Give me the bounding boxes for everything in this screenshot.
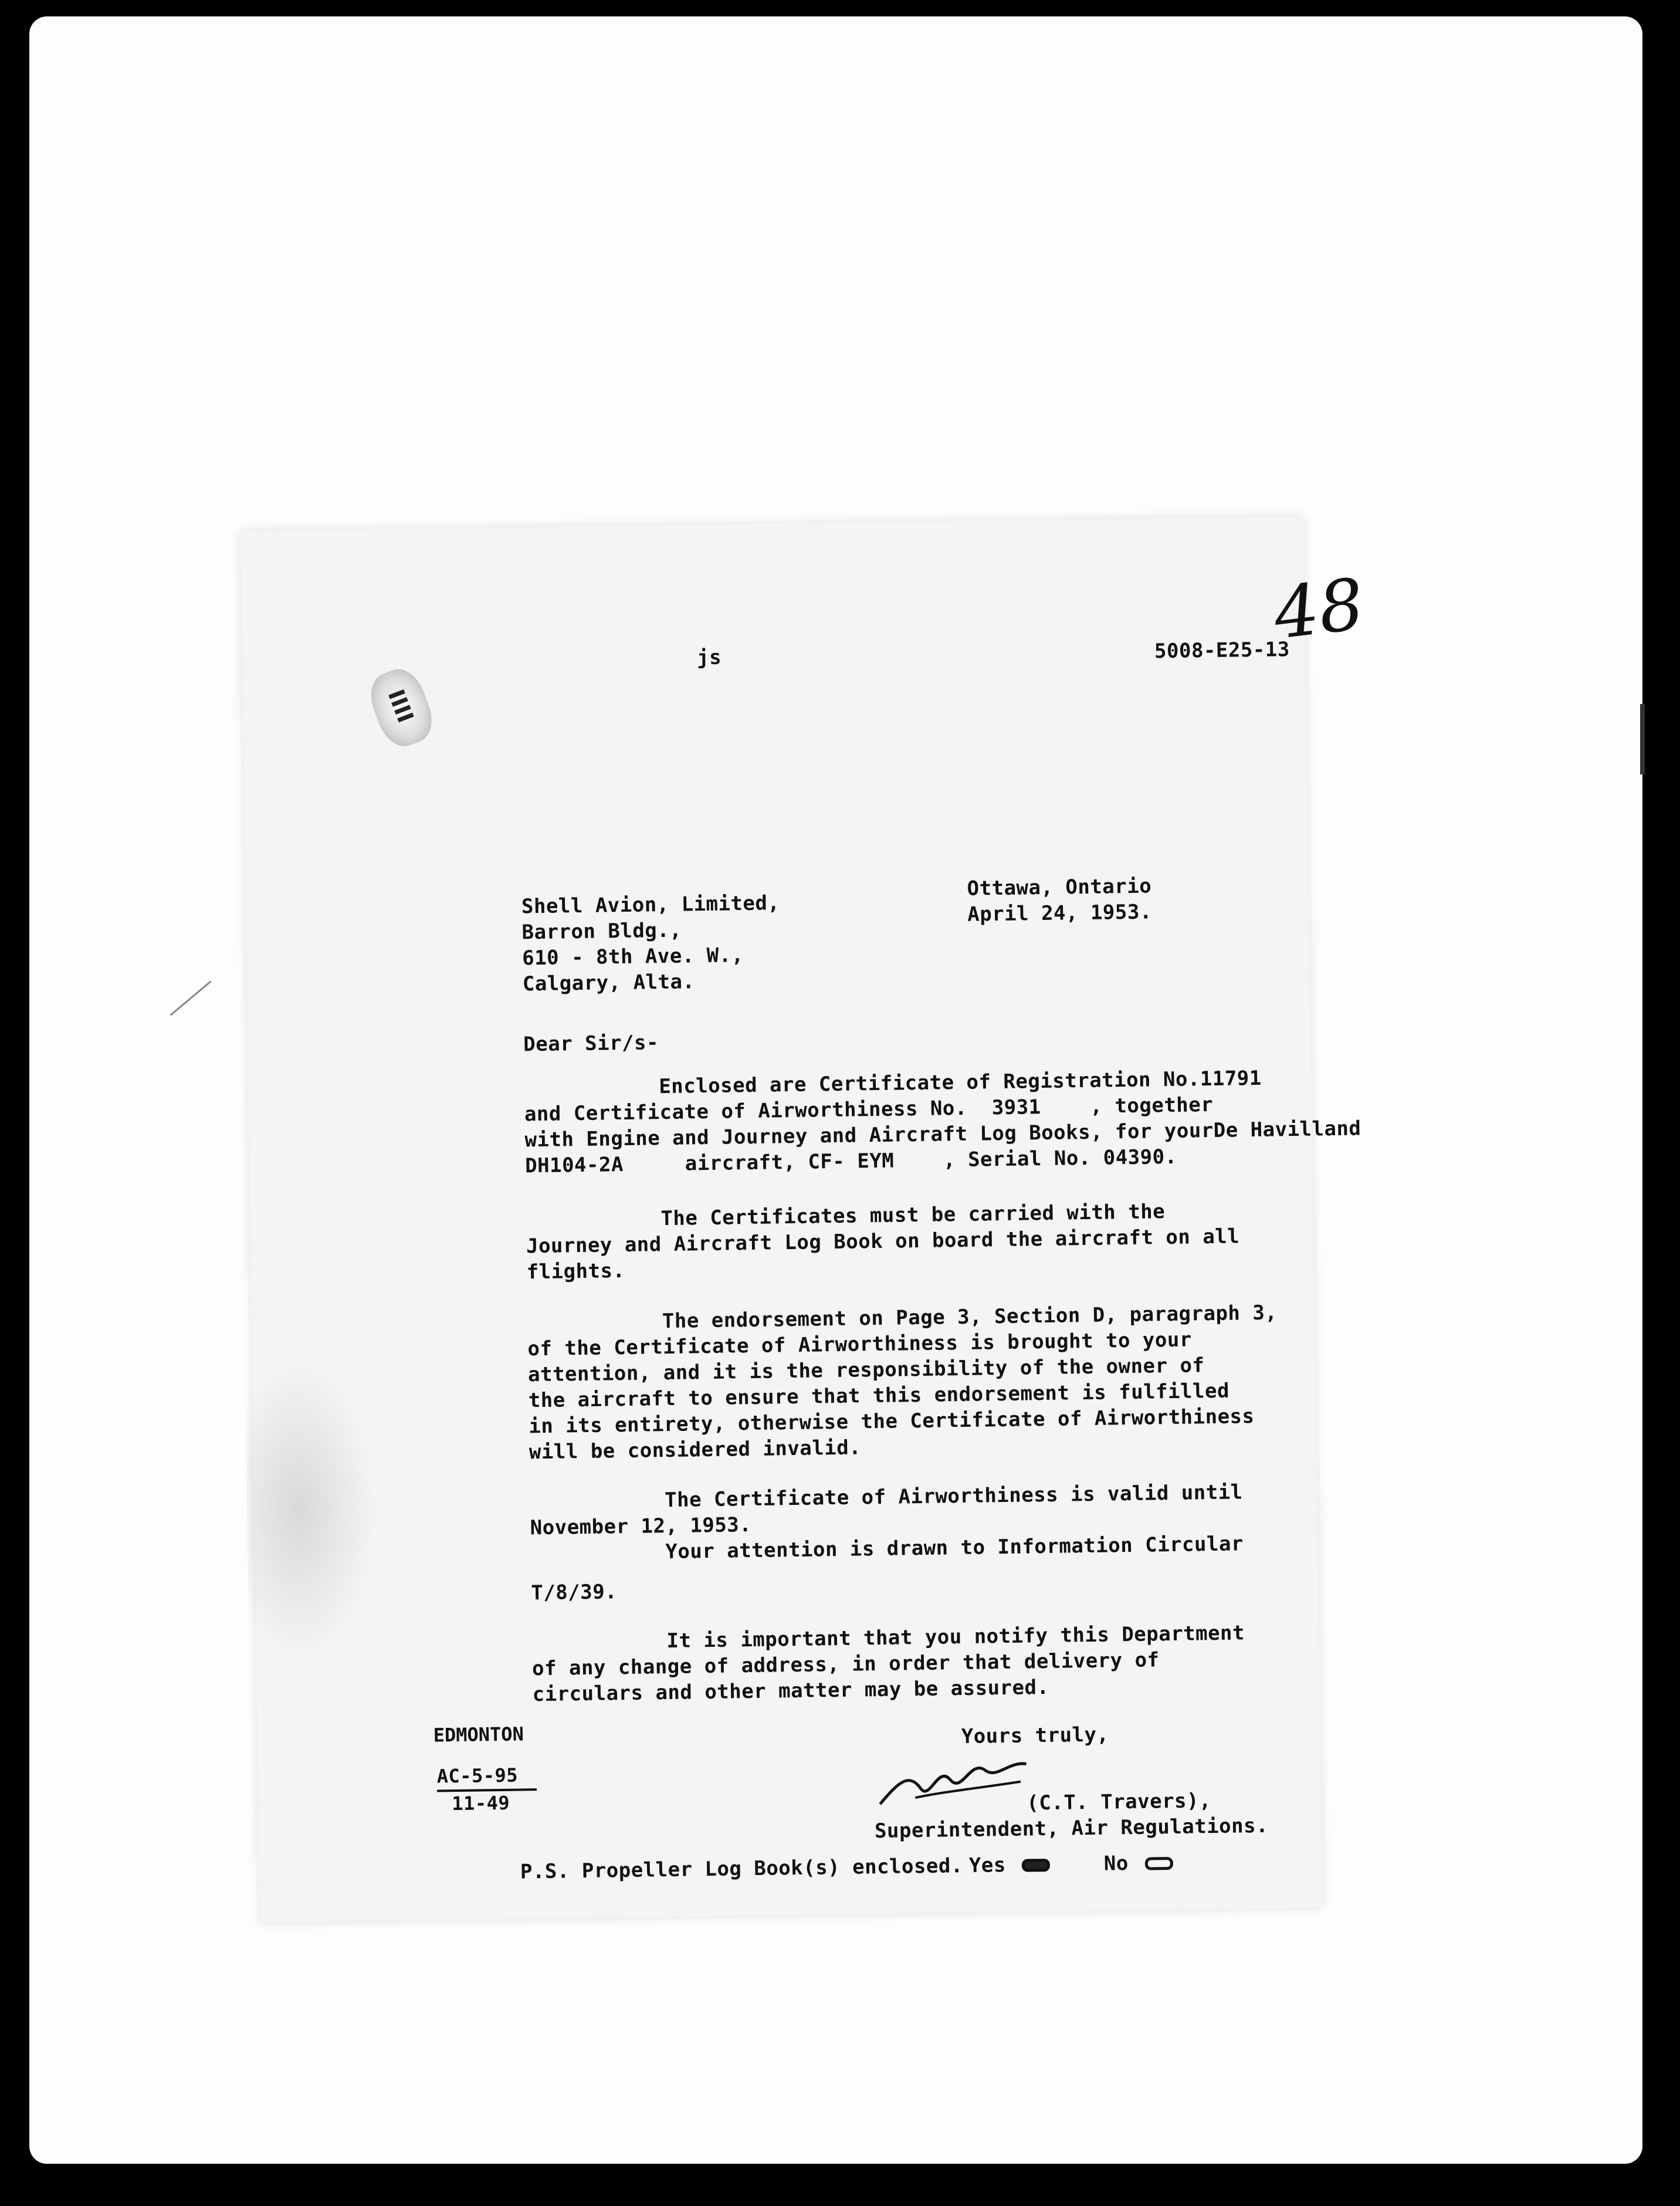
salutation: Dear Sir/s- [523, 1031, 659, 1057]
para3-line-4: the aircraft to ensure that this endorsement is fulfilled [528, 1379, 1230, 1413]
yes-checkbox[interactable] [1022, 1859, 1050, 1872]
para1-line-1: Enclosed are Certificate of Registration No.11791 [659, 1066, 1262, 1099]
aircraft-make: De Havilland [1213, 1116, 1361, 1142]
letter-page [241, 516, 1369, 1923]
page-number-handwritten: 48 [1269, 563, 1369, 655]
postscript-no-label: No [1103, 1852, 1129, 1876]
para3-line-3: attention, and it is the responsibility of the owner of [527, 1354, 1205, 1387]
place: Ottawa, Ontario [967, 874, 1152, 901]
para1-line-2: and Certificate of Airworthiness No. 3931 , together [524, 1092, 1214, 1126]
para6-line-3: circulars and other matter may be assured. [532, 1675, 1049, 1707]
para6-line-2: of any change of address, in order that delivery of [531, 1648, 1160, 1681]
postscript-text: P.S. Propeller Log Book(s) enclosed. [520, 1854, 964, 1884]
recipient-line-3: 610 - 8th Ave. W., [521, 943, 744, 970]
side-stamp-text: IIII [382, 686, 419, 726]
recipient-line-2: Barron Bldg., [521, 918, 682, 945]
para3-line-5: in its entirety, otherwise the Certificate of Airworthiness [529, 1405, 1255, 1439]
para2-line-1: The Certificates must be carried with the [661, 1200, 1166, 1231]
recipient-line-4: Calgary, Alta. [522, 970, 695, 996]
recipient-line-1: Shell Avion, Limited, [521, 891, 780, 919]
para6-line-1: It is important that you notify this Department [666, 1621, 1245, 1653]
letter-date: April 24, 1953. [967, 900, 1153, 926]
side-stamp [363, 662, 439, 752]
para2-line-2: Journey and Aircraft Log Book on board the aircraft on all [526, 1224, 1240, 1258]
para4-line-1: The Certificate of Airworthiness is valid until [664, 1480, 1243, 1513]
circular-number: T/8/39. [531, 1580, 618, 1605]
signatory-name: (C.T. Travers), [1027, 1789, 1212, 1815]
signatory-title: Superintendent, Air Regulations. [874, 1813, 1269, 1843]
form-date: 11-49 [452, 1791, 510, 1815]
para2-line-3: flights. [526, 1258, 625, 1284]
para3-line-1: The endorsement on Page 3, Section D, paragraph 3, [662, 1301, 1278, 1334]
form-number: AC-5-95 [436, 1764, 519, 1788]
typist-initials: js [696, 645, 722, 670]
para1-line-3: with Engine and Journey and Aircraft Log Books, for yourDe Havilland [524, 1116, 1361, 1152]
valid-until-date: November 12, 1953. [530, 1513, 752, 1540]
postscript-yes-label: Yes [968, 1853, 1007, 1877]
para3-line-2: of the Certificate of Airworthiness is brought to your [527, 1328, 1193, 1361]
airworthiness-number: 3931 [991, 1095, 1041, 1120]
registration-mark: EYM [857, 1149, 895, 1173]
no-checkbox[interactable] [1145, 1857, 1173, 1870]
para1-line-4: DH104-2A aircraft, CF- EYM , Serial No. 04390. [524, 1145, 1177, 1178]
para3-line-6: will be considered invalid. [529, 1436, 862, 1464]
office-stamp: EDMONTON [433, 1723, 524, 1747]
scan-edge-mark [1640, 704, 1645, 774]
serial-number: 04390. [1103, 1145, 1177, 1170]
file-reference: 5008-E25-13 [1154, 638, 1290, 664]
signature-icon [873, 1746, 1039, 1813]
aircraft-model: DH104-2A [524, 1152, 624, 1178]
para5-line-1: Your attention is drawn to Information Circular [665, 1532, 1244, 1564]
registration-number: 11791 [1200, 1066, 1262, 1091]
closing: Yours truly, [961, 1723, 1109, 1749]
